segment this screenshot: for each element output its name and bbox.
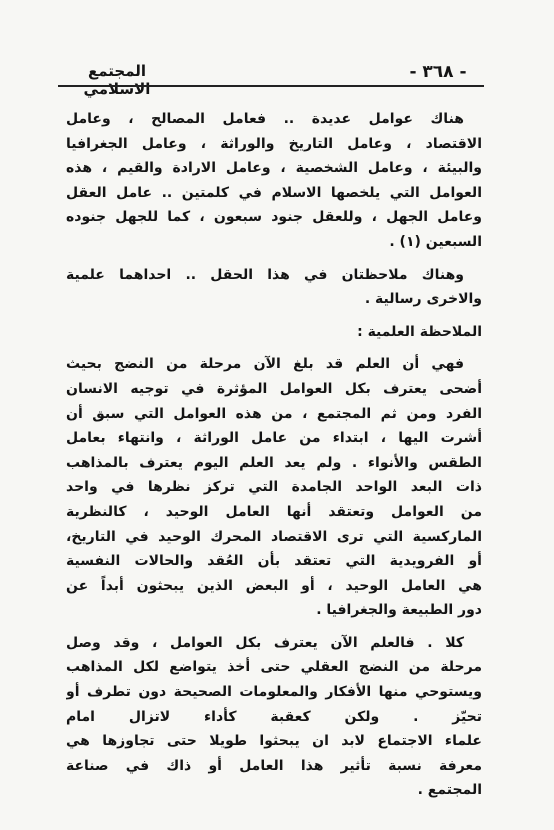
page-header <box>0 62 554 98</box>
text-line: مرحلة من النضج العقلي حتى أخذ يتواضع لكل المذاهب <box>66 659 482 676</box>
text-line: هي العامل الوحيد ، أو البعض الذين يبحثون أبداً عن <box>66 577 482 594</box>
text-line: المجتمع . <box>417 782 482 799</box>
heading-text: الملاحظة العلمية : <box>357 323 482 340</box>
page-number: - ٣٦٨ - <box>409 62 467 82</box>
text-line: الفرد ومن ثم المجتمع ، من هذه العوامل التي سبق أن <box>66 405 482 422</box>
text-line: أشرت اليها ، ابتداء من عامل الوراثة ، وانتهاء بعامل <box>66 430 482 447</box>
text-line: الطقس والأنواء . ولم يعد العلم اليوم يعترف بالمذاهب <box>66 454 482 471</box>
text-line: تحيّز . ولكن كعقبة كأداء لاتزال امام <box>66 708 482 725</box>
text-line: معرفة نسبة تأثير هذا العامل أو ذاك في صناعة <box>66 757 482 774</box>
header-rule <box>58 85 484 87</box>
text-line: من العوامل وتعتقد أنها العامل الوحيد ، كالنظرية <box>66 503 482 520</box>
text-line: كلا . فالعلم الآن يعترف بكل العوامل ، وقد وصل <box>66 634 464 651</box>
text-line: والبيئة ، وعامل الشخصية ، وعامل الارادة والقيم ، هذه <box>66 160 482 177</box>
running-title: المجتمع الاسلامي <box>83 62 151 98</box>
paragraph-scientific-remark <box>66 352 482 623</box>
text-line: هناك عوامل عديدة .. فعامل المصالح ، وعامل <box>66 111 464 127</box>
section-heading <box>66 320 482 345</box>
text-line: الماركسية التي ترى الاقتصاد المحرك الوحيد في التاريخ، <box>66 528 482 545</box>
paragraph-no <box>66 631 482 803</box>
text-line: الاقتصاد ، وعامل التاريخ والوراثة ، وعامل الجغرافيا <box>66 135 482 152</box>
text-line: وهناك ملاحظتان في هذا الحقل .. احداهما علمية <box>66 266 464 283</box>
text-line: فهي أن العلم قد بلغ الآن مرحلة من النضج بحيث <box>66 356 464 373</box>
text-line: أو الفرويدية التي تعتقد بأن العُقد والحالات النفسية <box>66 553 482 570</box>
text-line: السبعين (١) . <box>389 233 482 250</box>
text-line: دور الطبيعة والجغرافيا . <box>316 602 482 619</box>
page-body <box>66 107 482 803</box>
text-line: علماء الاجتماع لابد ان يبحثوا طويلا حتى تجاوزها هي <box>66 733 482 750</box>
paragraph-two-remarks <box>66 263 482 312</box>
text-line: ويستوحي منها الأفكار والمعلومات الصحيحة دون تطرف أو <box>66 684 482 701</box>
text-line: ذات البعد الواحد الجامدة التي تركز نظرها في واحد <box>66 479 482 496</box>
text-line: وعامل الجهل ، وللعقل جنود سبعون ، كما للجهل جنوده <box>66 209 482 226</box>
paragraph-factors <box>66 107 482 255</box>
text-line: أضحى يعترف بكل العوامل المؤثرة في توجيه الانسان <box>66 380 482 397</box>
text-line: والاخرى رسالية . <box>364 291 482 308</box>
text-line: العوامل التي يلخصها الاسلام في كلمتين .. عامل العقل <box>66 184 482 201</box>
